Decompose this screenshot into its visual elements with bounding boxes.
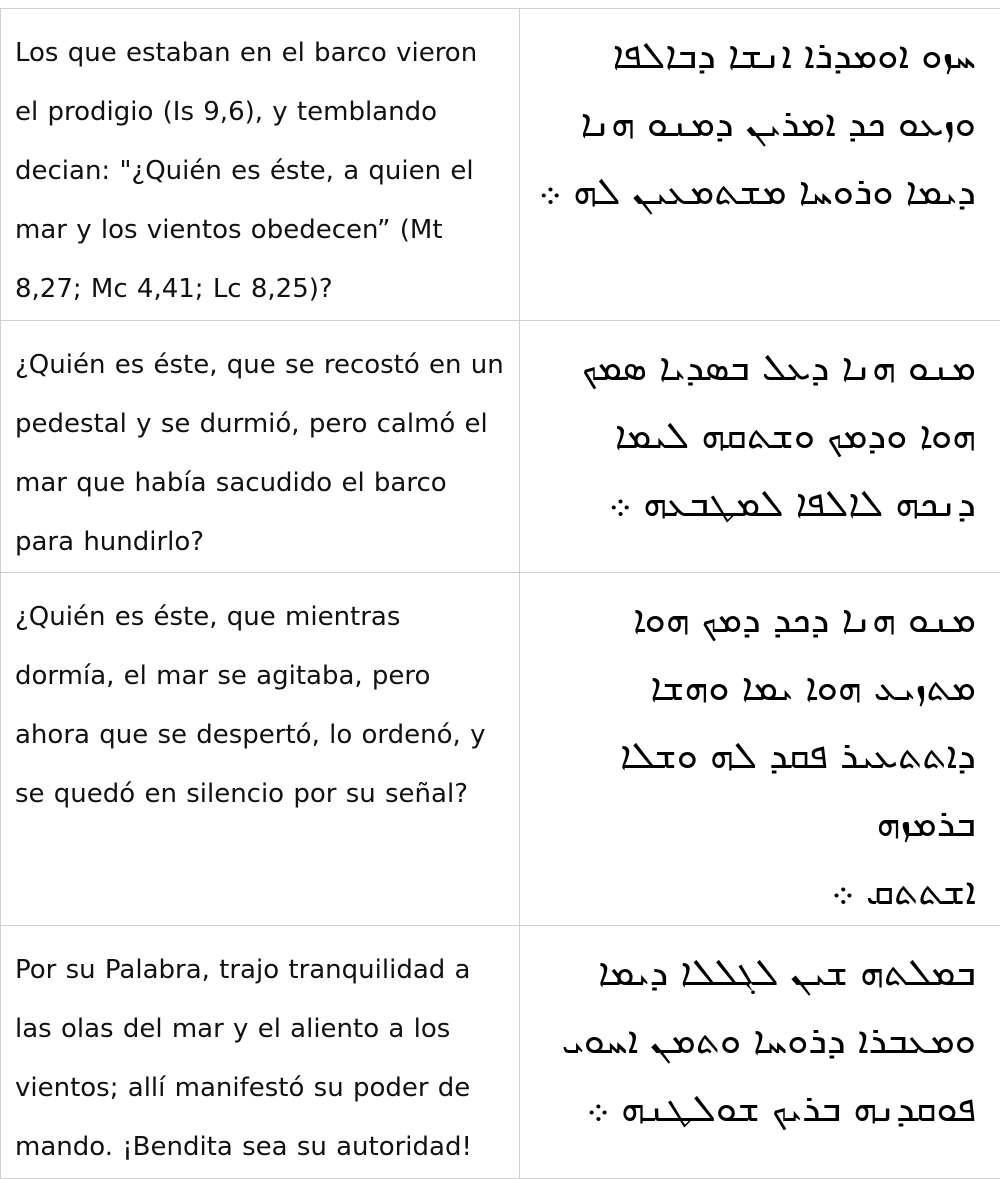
table-row bbox=[1, 573, 1000, 926]
spanish-stanza: Por su Palabra, trajo tranquilidad a las olas del mar y el aliento a los vientos; allí manifestó su poder de mando. ¡Bendita sea su autoridad! bbox=[1, 926, 519, 1177]
syriac-stanza: ܚܙܘ ܐܘܡܕܪܐ ܐܢܫܐ ܕܒܐܠܦܐ ܘܙܥܘ ܟܕ ܐܡܪܝܢ ܕܡܢܘ ܗܢܐ ܕܝܡܐ ܘܪܘܚܐ ܡܫܬܡܥܝܢ ܠܗ ܀ bbox=[520, 9, 1000, 225]
spanish-stanza: Los que estaban en el barco vieron el prodigio (Is 9,6), y temblando decian: "¿Quién es éste, a quien el mar y los vientos obedecen” (Mt 8,27; Mc 4,41; Lc 8,25)? bbox=[1, 9, 519, 319]
spanish-stanza: ¿Quién es éste, que se recostó en un pedestal y se durmió, pero calmó el mar que había sacudido el barco para hundirlo? bbox=[1, 321, 519, 572]
spanish-cell bbox=[1, 926, 520, 1179]
table-row bbox=[1, 321, 1000, 573]
syriac-stanza: ܒܡܠܬܗ ܫܝܢ ܠܓܠܠܐ ܕܝܡܐ ܘܡܥܒܪܐ ܕܪܘܚܐ ܘܬܡܢ ܐܚܘܝ ܦܘܩܕܢܗ ܒܪܝܟ ܫܘܠܛܢܗ ܀ bbox=[520, 926, 1000, 1142]
syriac-stanza: ܡܢܘ ܗܢܐ ܕܟܕ ܕܡܟ ܗܘܐ ܡܬܙܝܥ ܗܘܐ ܝܡܐ ܘܗܫܐ ܕܐܬܬܥܝܪ ܦܩܕ ܠܗ ܘܫܠܐ ܒܪܡܙܗ ܐܫܬܬܩ ܀ bbox=[520, 573, 1000, 925]
syriac-cell bbox=[520, 321, 1000, 573]
syriac-cell bbox=[520, 9, 1000, 321]
syriac-cell bbox=[520, 926, 1000, 1179]
syriac-cell bbox=[520, 573, 1000, 926]
spanish-cell bbox=[1, 9, 520, 321]
table-row bbox=[1, 9, 1000, 321]
syriac-stanza: ܡܢܘ ܗܢܐ ܕܥܠ ܒܣܕܝܐ ܣܡܟ ܗܘܐ ܘܕܡܟ ܘܫܬܩܗ ܠܝܡܐ ܕܢܟܗ ܠܐܠܦܐ ܠܡܛܒܥܗ ܀ bbox=[520, 321, 1000, 537]
spanish-stanza: ¿Quién es éste, que mientras dormía, el mar se agitaba, pero ahora que se despertó, lo ordenó, y se quedó en silencio por su señal? bbox=[1, 573, 519, 824]
bilingual-hymn-table bbox=[0, 8, 1000, 1179]
table-row bbox=[1, 926, 1000, 1179]
spanish-cell bbox=[1, 573, 520, 926]
spanish-cell bbox=[1, 321, 520, 573]
